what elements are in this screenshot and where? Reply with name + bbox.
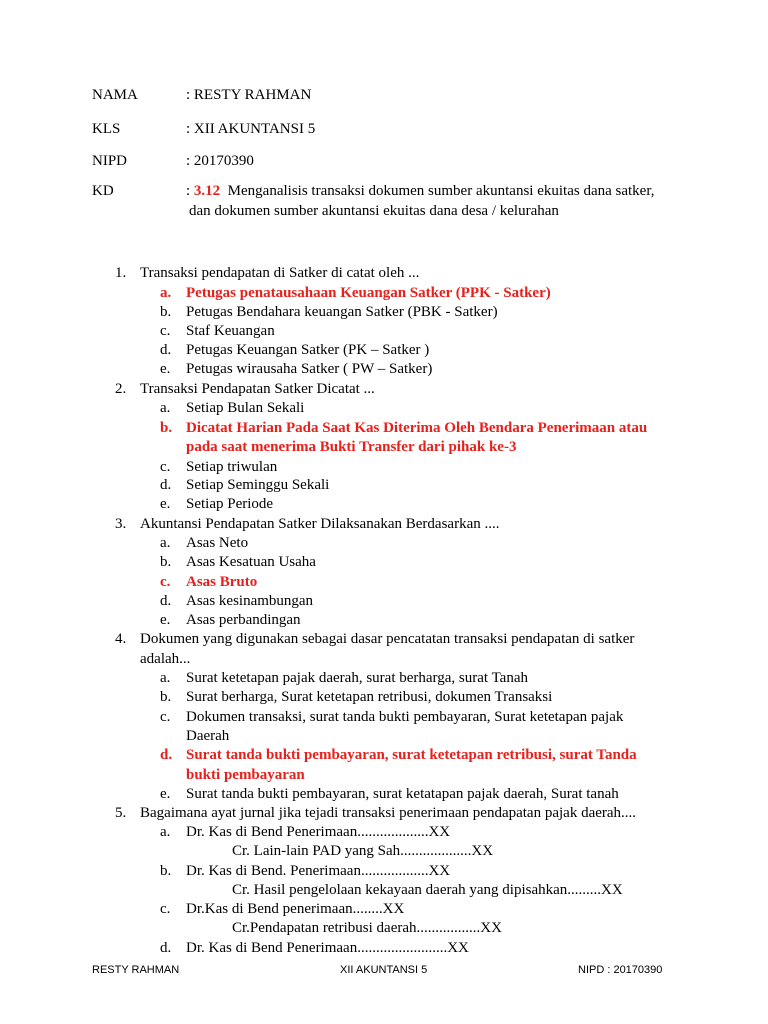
question-2 <box>115 381 375 398</box>
q2-option-a <box>160 400 304 417</box>
option-text: Setiap Seminggu Sekali <box>186 477 330 493</box>
option-letter: a. <box>160 670 171 686</box>
option-text: Petugas wirausaha Satker ( PW – Satker) <box>186 361 433 377</box>
option-text: Petugas penatausahaan Keuangan Satker (PPK - Satker) <box>186 285 551 301</box>
kd-prefix: : <box>186 183 194 199</box>
option-letter: a. <box>160 535 171 551</box>
q4-option-c-cont: Daerah <box>186 728 230 744</box>
footer-right: NIPD : 20170390 <box>578 964 663 976</box>
option-text: Setiap Bulan Sekali <box>186 400 305 416</box>
option-letter: b. <box>160 554 172 570</box>
header-nama-row <box>92 87 311 104</box>
q5-option-a <box>160 824 450 841</box>
option-text: Petugas Keuangan Satker (PK – Satker ) <box>186 342 430 358</box>
header-kd-row <box>92 183 186 200</box>
question-4-text-cont: adalah... <box>140 651 191 667</box>
question-1-number: 1. <box>115 265 127 281</box>
option-text: Petugas Bendahara keuangan Satker (PBK - Satker) <box>186 304 498 320</box>
option-letter: c. <box>160 323 171 339</box>
option-text: Asas Neto <box>186 535 249 551</box>
option-text: Staf Keuangan <box>186 323 275 339</box>
q4-option-c <box>160 709 623 726</box>
question-5 <box>115 805 636 822</box>
question-2-number: 2. <box>115 381 127 397</box>
question-5-number: 5. <box>115 805 127 821</box>
option-text: Asas Bruto <box>186 574 258 590</box>
option-text: Asas Kesatuan Usaha <box>186 554 316 570</box>
q2-option-d <box>160 477 329 494</box>
option-letter: d. <box>160 477 172 493</box>
q5-option-c <box>160 901 404 918</box>
option-letter: a. <box>160 824 171 840</box>
option-text: Dr. Kas di Bend Penerimaan........................XX <box>186 940 469 956</box>
q2-option-b <box>160 420 647 437</box>
option-letter: d. <box>160 940 172 956</box>
question-3-number: 3. <box>115 516 127 532</box>
question-2-text: Transaksi Pendapatan Satker Dicatat ... <box>140 381 375 397</box>
footer-center: XII AKUNTANSI 5 <box>340 964 428 976</box>
question-3-text: Akuntansi Pendapatan Satker Dilaksanakan Berdasarkan .... <box>140 516 500 532</box>
option-text: Surat tanda bukti pembayaran, surat ketetapan retribusi, surat Tanda <box>186 747 637 763</box>
q3-option-b <box>160 554 316 571</box>
q5-option-a-credit: Cr. Lain-lain PAD yang Sah...................XX <box>232 843 494 859</box>
q4-option-d-cont: bukti pembayaran <box>186 767 305 783</box>
q4-option-e <box>160 786 619 803</box>
option-letter: b. <box>160 863 172 879</box>
q5-option-c-credit: Cr.Pendapatan retribusi daerah.................XX <box>232 920 502 936</box>
q3-option-e <box>160 612 301 629</box>
kd-line-2: dan dokumen sumber akuntansi ekuitas dana desa / kelurahan <box>189 203 559 219</box>
option-text: Asas kesinambungan <box>186 593 314 609</box>
kd-code: 3.12 <box>193 183 221 199</box>
option-letter: e. <box>160 496 171 512</box>
q1-option-a <box>160 285 551 302</box>
option-letter: b. <box>160 420 173 436</box>
footer-left: RESTY RAHMAN <box>92 964 180 976</box>
kls-value: : XII AKUNTANSI 5 <box>186 121 316 137</box>
kd-text-1: Menganalisis transaksi dokumen sumber akuntansi ekuitas dana satker, <box>220 183 655 199</box>
option-letter: d. <box>160 593 172 609</box>
option-letter: c. <box>160 901 171 917</box>
question-1-text: Transaksi pendapatan di Satker di catat oleh ... <box>140 265 420 281</box>
q2-option-b-cont: pada saat menerima Bukti Transfer dari pihak ke-3 <box>186 439 517 455</box>
nipd-label: NIPD <box>92 153 128 169</box>
option-text: Surat tanda bukti pembayaran, surat ketatapan pajak daerah, Surat tanah <box>186 786 619 802</box>
option-text: Dr. Kas di Bend. Penerimaan..................XX <box>186 863 451 879</box>
option-text: Dokumen transaksi, surat tanda bukti pembayaran, Surat ketetapan pajak <box>186 709 624 725</box>
question-4-number: 4. <box>115 631 127 647</box>
q2-option-c <box>160 459 277 476</box>
q1-option-e <box>160 361 432 378</box>
option-text: Dr.Kas di Bend penerimaan........XX <box>186 901 405 917</box>
q5-option-d <box>160 940 469 957</box>
nipd-value: : 20170390 <box>186 153 254 169</box>
q3-option-d <box>160 593 313 610</box>
option-letter: c. <box>160 709 171 725</box>
header-kls-row <box>92 121 315 138</box>
q5-option-b-credit: Cr. Hasil pengelolaan kekayaan daerah yang dipisahkan.........XX <box>232 882 623 898</box>
option-letter: d. <box>160 747 173 763</box>
option-text: Surat berharga, Surat ketetapan retribusi, dokumen Transaksi <box>186 689 553 705</box>
option-letter: d. <box>160 342 172 358</box>
q3-option-a <box>160 535 248 552</box>
kls-label: KLS <box>92 121 121 137</box>
q1-option-d <box>160 342 429 359</box>
kd-label: KD <box>92 183 114 199</box>
question-1 <box>115 265 419 282</box>
q1-option-c <box>160 323 275 340</box>
header-nipd-row <box>92 153 254 170</box>
option-text: Asas perbandingan <box>186 612 301 628</box>
question-3 <box>115 516 499 533</box>
option-letter: c. <box>160 459 171 475</box>
nama-label: NAMA <box>92 87 138 103</box>
kd-line-1 <box>186 183 654 200</box>
q4-option-a <box>160 670 528 687</box>
option-letter: c. <box>160 574 171 590</box>
option-text: Surat ketetapan pajak daerah, surat berharga, surat Tanah <box>186 670 528 686</box>
q1-option-b <box>160 304 498 321</box>
option-letter: e. <box>160 361 171 377</box>
q5-option-b <box>160 863 450 880</box>
option-letter: e. <box>160 786 171 802</box>
q3-option-c <box>160 574 257 591</box>
option-text: Dr. Kas di Bend Penerimaan...................XX <box>186 824 451 840</box>
question-4-text: Dokumen yang digunakan sebagai dasar pencatatan transaksi pendapatan di satker <box>140 631 635 647</box>
question-4 <box>115 631 634 648</box>
option-text: Setiap Periode <box>186 496 274 512</box>
option-letter: b. <box>160 689 172 705</box>
option-text: Setiap triwulan <box>186 459 278 475</box>
option-text: Dicatat Harian Pada Saat Kas Diterima Oleh Bendara Penerimaan atau <box>186 420 648 436</box>
q4-option-d <box>160 747 637 764</box>
q4-option-b <box>160 689 552 706</box>
question-5-text: Bagaimana ayat jurnal jika tejadi transaksi penerimaan pendapatan pajak daerah.... <box>140 805 637 821</box>
nama-value: : RESTY RAHMAN <box>186 87 312 103</box>
option-letter: e. <box>160 612 171 628</box>
option-letter: b. <box>160 304 172 320</box>
q2-option-e <box>160 496 273 513</box>
option-letter: a. <box>160 400 171 416</box>
option-letter: a. <box>160 285 172 301</box>
